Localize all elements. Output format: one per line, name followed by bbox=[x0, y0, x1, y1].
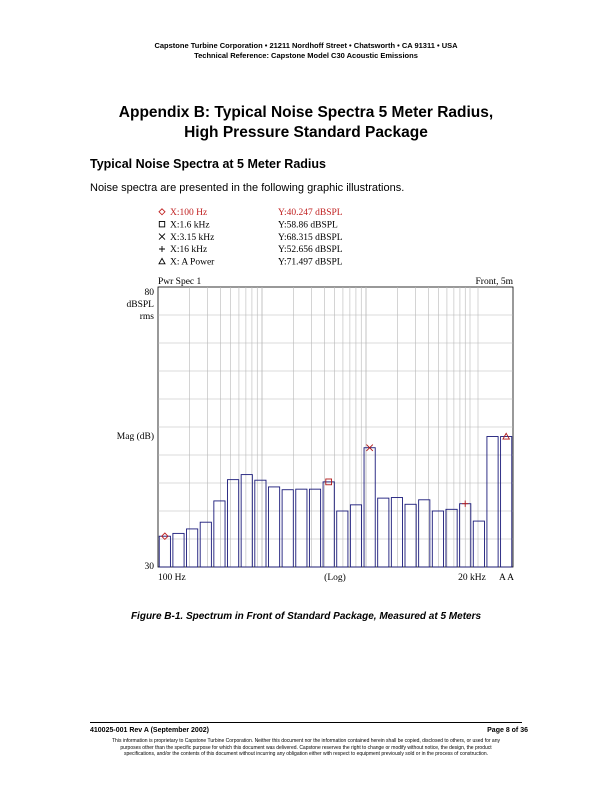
footer-doc-id: 410025-001 Rev A (September 2002) bbox=[90, 727, 209, 734]
x-axis-labels bbox=[158, 572, 514, 583]
legend-marker-x: X:16 kHz bbox=[170, 245, 208, 256]
footer-legal-line-2: purposes other than the specific purpose for which this document was delivered. Capstone reserves the right to change or modify without notice, the design, the product bbox=[120, 744, 492, 751]
chart-legend bbox=[159, 208, 343, 268]
footer-legal-line-3: specifications, and/or the contents of this document without incurring any obligation either with respect to equipment previously sold or in the process of construction. bbox=[123, 751, 489, 757]
legend-marker-x: X:3.15 kHz bbox=[170, 232, 215, 243]
legend-marker-y: Y:58.86 dBSPL bbox=[278, 220, 338, 231]
legend-marker-x: X: A Power bbox=[170, 257, 215, 268]
header-reference-line: Technical Reference: Capstone Model C30 Acoustic Emissions bbox=[194, 51, 418, 60]
y-tick-top: 80 bbox=[144, 288, 154, 298]
figure-caption: Figure B-1. Spectrum in Front of Standard Package, Measured at 5 Meters bbox=[130, 611, 482, 622]
y-unit-label: dBSPL bbox=[126, 300, 154, 310]
legend-marker-x: X:100 Hz bbox=[170, 208, 208, 218]
footer-page-number: Page 8 of 36 bbox=[487, 727, 528, 734]
page-title-line-2: High Pressure Standard Package bbox=[184, 124, 428, 141]
noise-spectrum-chart bbox=[0, 200, 612, 600]
chart-title: Pwr Spec 1 bbox=[158, 277, 202, 287]
chart-title-right: Front, 5m bbox=[475, 277, 513, 287]
y-unit-rms: rms bbox=[139, 312, 154, 322]
footer-legal-line-1: This information is proprietary to Capstone Turbine Corporation. Neither this document nor the information contained herein shall be copied, disclosed to others, or used for any bbox=[112, 738, 500, 744]
section-heading: Typical Noise Spectra at 5 Meter Radius bbox=[90, 157, 326, 171]
legend-square-icon bbox=[159, 222, 164, 227]
legend-cross-icon bbox=[159, 234, 165, 240]
y-tick-bottom: 30 bbox=[144, 562, 154, 572]
x-axis-title: (Log) bbox=[324, 573, 346, 583]
legend-marker-y: Y:71.497 dBSPL bbox=[278, 257, 343, 268]
x-tick-a-power: A A bbox=[498, 573, 514, 583]
x-tick-start: 100 Hz bbox=[158, 573, 186, 583]
footer-rule bbox=[90, 722, 522, 723]
legend-triangle-icon bbox=[159, 258, 165, 263]
header-company-line: Capstone Turbine Corporation • 21211 Nordhoff Street • Chatsworth • CA 91311 • USA bbox=[154, 41, 458, 50]
legend-marker-x: X:1.6 kHz bbox=[170, 220, 210, 231]
y-axis-title: Mag (dB) bbox=[116, 432, 154, 442]
legend-marker-y: Y:68.315 dBSPL bbox=[278, 232, 343, 243]
y-axis-labels bbox=[117, 288, 155, 572]
legend-marker-y: Y:52.656 dBSPL bbox=[278, 245, 343, 256]
intro-paragraph: Noise spectra are presented in the following graphic illustrations. bbox=[90, 182, 405, 194]
legend-plus-icon bbox=[159, 246, 165, 252]
legend-diamond-icon bbox=[159, 209, 165, 215]
legend-marker-y: Y:40.247 dBSPL bbox=[278, 208, 343, 218]
page-title-line-1: Appendix B: Typical Noise Spectra 5 Meter Radius, bbox=[118, 104, 494, 121]
x-tick-20k: 20 kHz bbox=[458, 573, 486, 583]
